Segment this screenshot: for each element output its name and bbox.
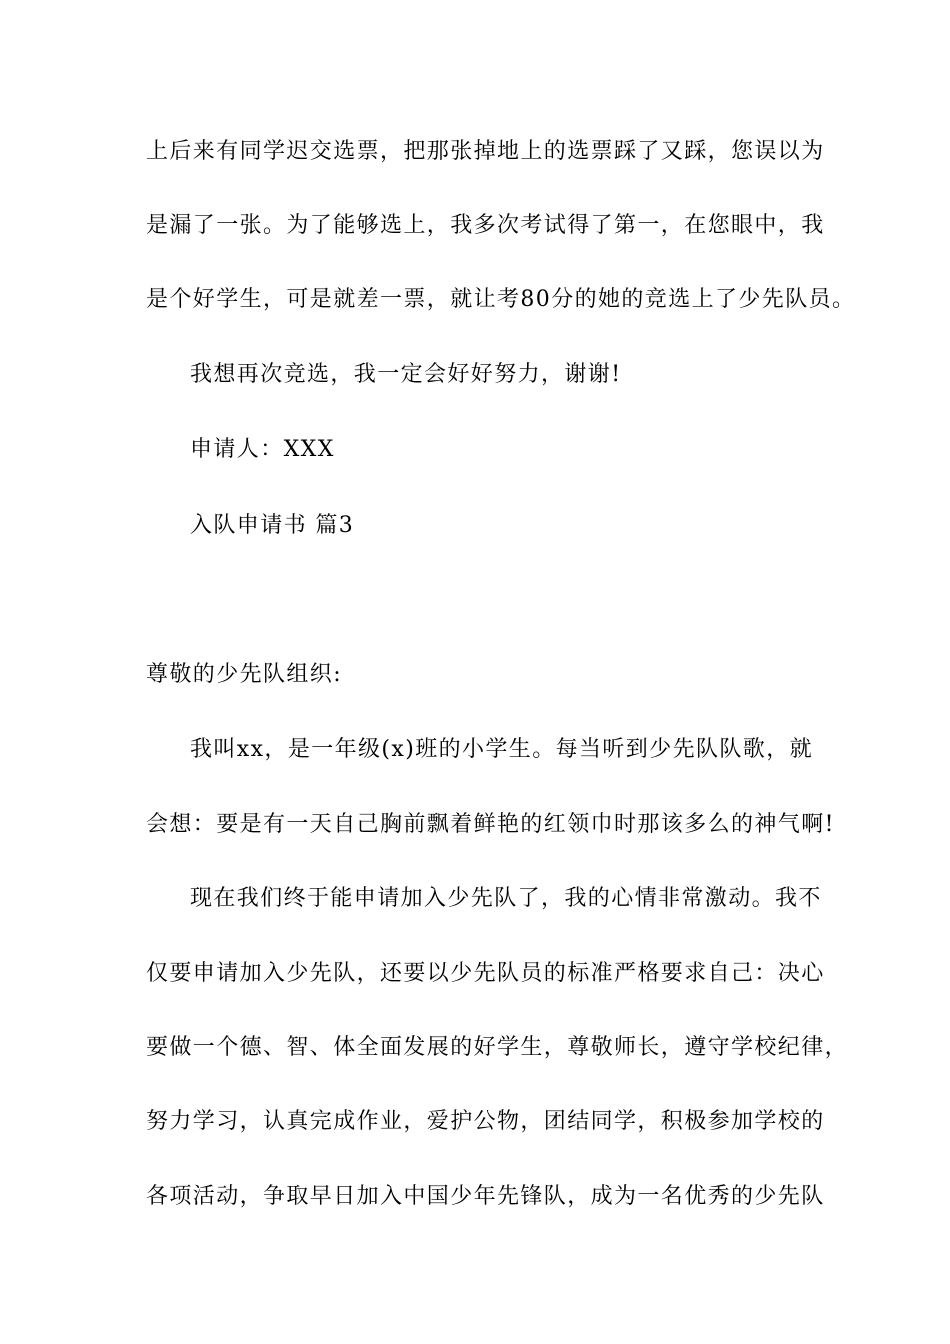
- paragraph-line: 我想再次竞选，我一定会好好努力，谢谢!: [190, 362, 622, 387]
- paragraph-line: 现在我们终于能申请加入少先队了，我的心情非常激动。我不: [190, 886, 822, 911]
- paragraph-line: 要做一个德、智、体全面发展的好学生，尊敬师长，遵守学校纪律，: [146, 1035, 849, 1060]
- applicant-signature: 申请人：XXX: [190, 437, 335, 462]
- paragraph-line: 会想：要是有一天自己胸前飘着鲜艳的红领巾时那该多么的神气啊!: [146, 812, 835, 837]
- paragraph-line: 努力学习，认真完成作业，爱护公物，团结同学，积极参加学校的: [146, 1109, 825, 1134]
- paragraph-line: 各项活动，争取早日加入中国少年先锋队，成为一名优秀的少先队: [146, 1184, 825, 1209]
- paragraph-line: 是漏了一张。为了能够选上，我多次考试得了第一，在您眼中，我: [146, 213, 825, 238]
- salutation: 尊敬的少先队组织:: [146, 662, 343, 687]
- paragraph-line: 上后来有同学迟交选票，把那张掉地上的选票踩了又踩，您误以为: [146, 139, 825, 164]
- section-heading: 入队申请书 篇3: [190, 513, 355, 538]
- paragraph-line: 我叫xx，是一年级(x)班的小学生。每当听到少先队队歌，就: [190, 737, 813, 762]
- paragraph-line: 是个好学生，可是就差一票，就让考80分的她的竞选上了少先队员。: [146, 287, 856, 312]
- paragraph-line: 仅要申请加入少先队，还要以少先队员的标准严格要求自己：决心: [146, 961, 825, 986]
